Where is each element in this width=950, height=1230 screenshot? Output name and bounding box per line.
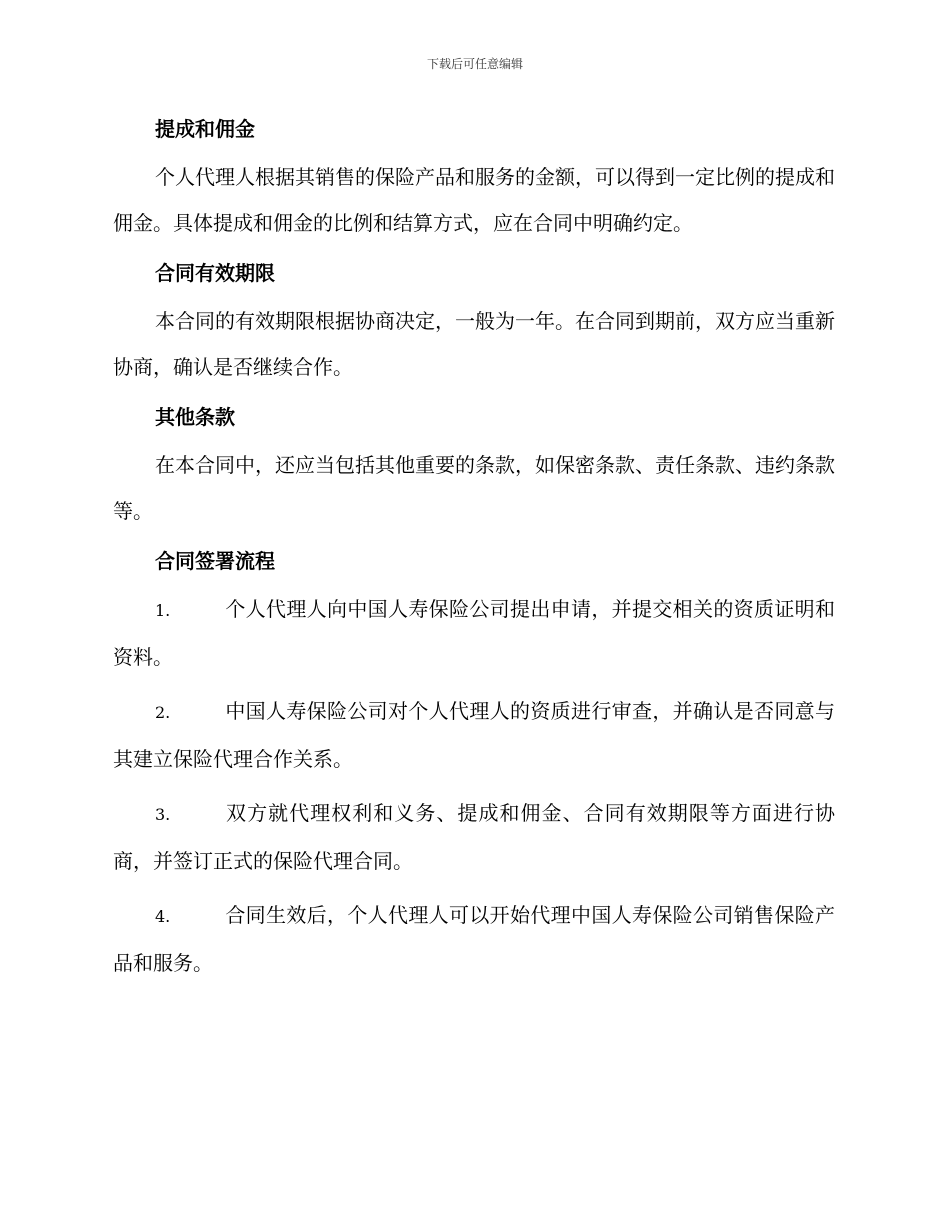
list-item-number: 1. [155,601,171,620]
page-header: 下载后可任意编辑 [426,57,523,71]
list-item-text: 个人代理人向中国人寿保险公司提出申请，并提交相关的资质证明和资料。 [113,597,835,669]
list-item [113,586,835,680]
list-item-text: 合同生效后，个人代理人可以开始代理中国人寿保险公司销售保险产品和服务。 [113,903,835,975]
list-item-number: 3. [155,805,171,824]
section-heading-commission: 提成和佣金 [155,117,255,141]
list-item-number: 4. [155,907,171,926]
list-item [113,892,835,986]
document-body [113,108,835,994]
section-heading-validity: 合同有效期限 [155,261,275,285]
section-body-other-terms: 在本合同中，还应当包括其他重要的条款，如保密条款、责任条款、违约条款等。 [113,453,835,523]
list-item-text: 中国人寿保险公司对个人代理人的资质进行审查，并确认是否同意与其建立保险代理合作关系。 [113,699,835,771]
list-item [113,790,835,884]
section-heading-other-terms: 其他条款 [155,405,235,429]
section-heading-signing-process: 合同签署流程 [155,549,275,573]
list-item [113,688,835,782]
section-body-validity: 本合同的有效期限根据协商决定，一般为一年。在合同到期前，双方应当重新协商，确认是否继续合作。 [113,309,835,379]
list-item-text: 双方就代理权利和义务、提成和佣金、合同有效期限等方面进行协商，并签订正式的保险代理合同。 [113,801,835,873]
section-body-commission: 个人代理人根据其销售的保险产品和服务的金额，可以得到一定比例的提成和佣金。具体提成和佣金的比例和结算方式，应在合同中明确约定。 [113,165,835,235]
list-item-number: 2. [155,703,171,722]
